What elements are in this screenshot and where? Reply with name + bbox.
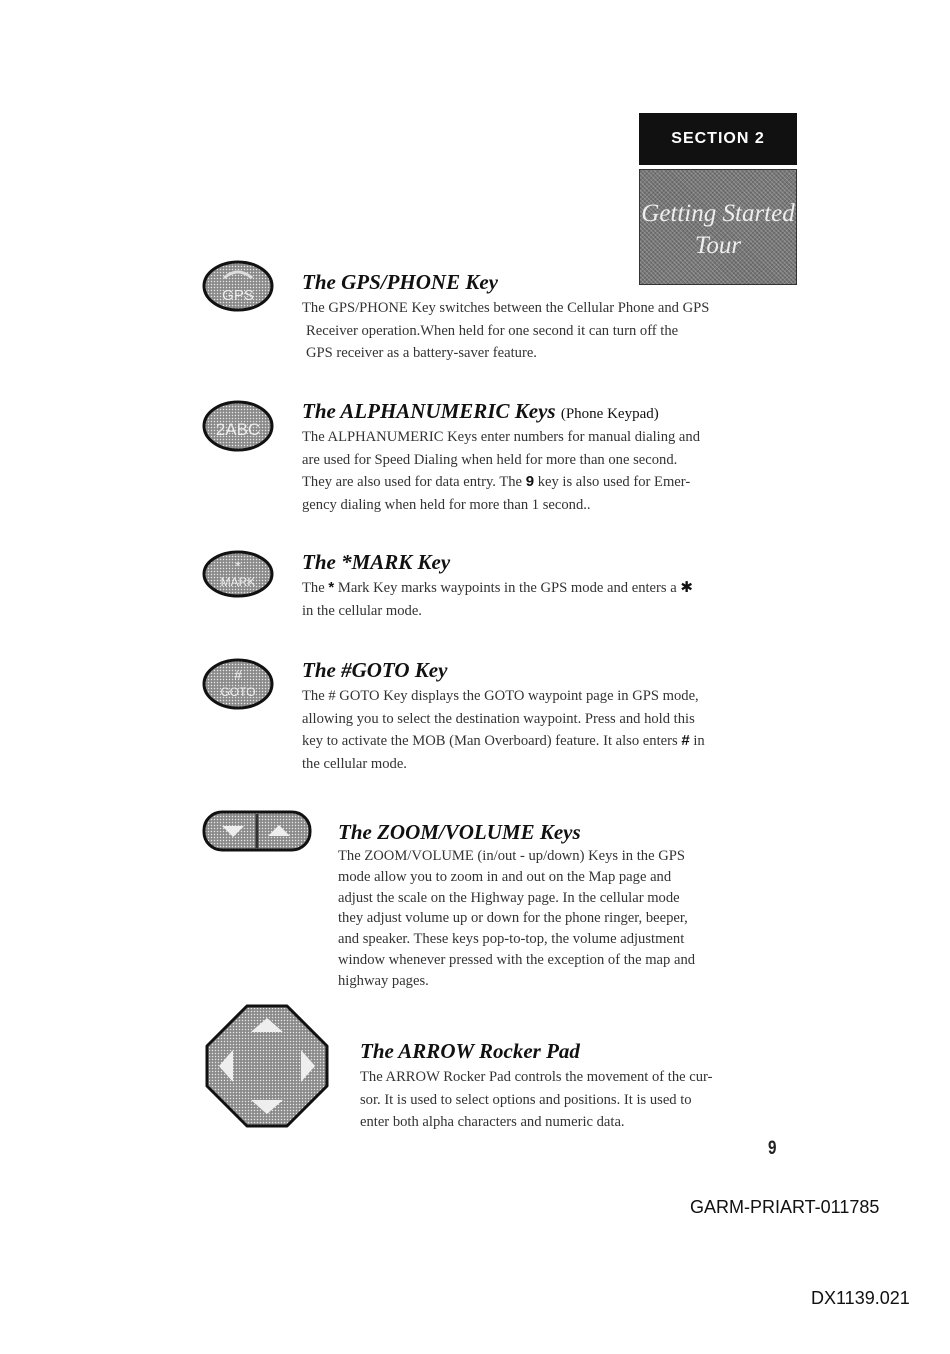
arrow-rocker-text: The ARROW Rocker Pad controls the movement of the cur- sor. It is used to select options and positions. It is used to enter both alpha characters and numeric data. xyxy=(360,1069,713,1130)
keypad-key-label: 2ABC xyxy=(215,420,261,439)
mark-text: The * Mark Key marks waypoints in the GPS mode and enters a ✱ in the cellular mode. xyxy=(302,579,693,619)
mark-key-icon xyxy=(202,550,274,598)
page-number: 9 xyxy=(768,1138,777,1159)
gps-key-icon xyxy=(202,260,274,312)
gps-phone-heading: The GPS/PHONE Key xyxy=(302,270,498,294)
arrow-rocker-heading: The ARROW Rocker Pad xyxy=(360,1039,580,1063)
keypad-2abc-icon xyxy=(202,400,274,452)
zoom-volume-keys-icon xyxy=(202,810,312,852)
section-title-line2: Tour xyxy=(694,232,742,259)
goto-text: The # GOTO Key displays the GOTO waypoint page in GPS mode, allowing you to select the destination waypoint. Press and hold this key to activate the MOB (Man Overboard) feature. It also enters # in the cellular mode. xyxy=(302,688,705,772)
arrow-rocker-pad-icon xyxy=(203,1002,331,1130)
gps-phone-text: The GPS/PHONE Key switches between the Cellular Phone and GPS Receiver operation.When held for one second it can turn off the GPS receiver as a battery-saver feature. xyxy=(302,300,710,361)
svg-text:GOTO: GOTO xyxy=(220,685,256,699)
goto-heading: The #GOTO Key xyxy=(302,658,448,682)
svg-text:#: # xyxy=(234,667,242,683)
bates-number-1: GARM-PRIART-011785 xyxy=(690,1197,880,1217)
alphanumeric-heading: The ALPHANUMERIC Keys (Phone Keypad) xyxy=(302,399,659,423)
zoom-volume-text: The ZOOM/VOLUME (in/out - up/down) Keys in the GPS mode allow you to zoom in and out on the Map page and adjust the scale on the Highway page. In the cellular mode they adjust volume up or down for the phone ringer, beeper, and speaker. These keys pop-to-top, the volume adjustment window whenever pressed with the exception of the map and highway pages. xyxy=(338,848,696,989)
section-title-box xyxy=(639,169,797,285)
goto-key-icon xyxy=(202,658,274,710)
svg-text:*: * xyxy=(235,558,241,574)
svg-text:MARK: MARK xyxy=(220,575,256,589)
gps-key-label: GPS xyxy=(222,287,254,304)
mark-heading: The *MARK Key xyxy=(302,550,451,574)
section-title-line1: Getting Started xyxy=(641,200,795,227)
alphanumeric-text: The ALPHANUMERIC Keys enter numbers for manual dialing and are used for Speed Dialing when held for more than one second. They are also used for data entry. The 9 key is also used for Emer- gency dialing when held for more than 1 second.. xyxy=(302,429,701,513)
zoom-volume-heading: The ZOOM/VOLUME Keys xyxy=(338,820,581,844)
section-label: SECTION 2 xyxy=(639,113,797,165)
bates-number-2: DX1139.021 xyxy=(811,1288,910,1308)
